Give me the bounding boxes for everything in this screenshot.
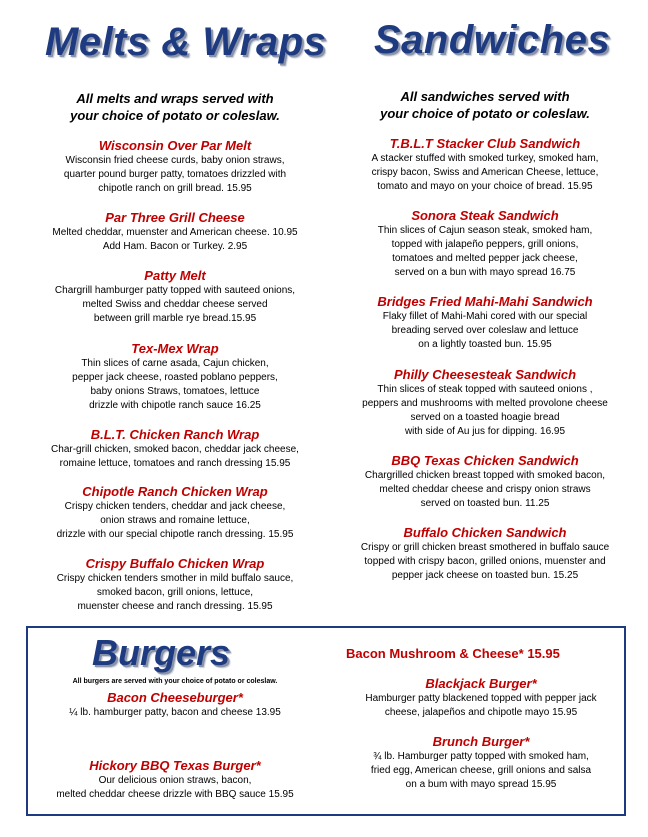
item-name: Sonora Steak Sandwich <box>411 208 559 223</box>
burgers-heading: Burgers <box>92 632 231 673</box>
item-description: Chargrill hamburger patty topped with sauteed onions, melted Swiss and cheddar cheese served between grill marble rye bread.15.95 <box>54 285 296 324</box>
menu-item <box>20 340 330 413</box>
sandwiches-intro: All sandwiches served with your choice of potato or coleslaw. <box>380 89 590 121</box>
item-description: Flaky fillet of Mahi-Mahi cored with our special breading served over coleslaw and lettuce on a lightly toasted bun. 15.95 <box>382 311 588 350</box>
item-name: BBQ Texas Chicken Sandwich <box>391 453 579 468</box>
item-description: Crispy chicken tenders, cheddar and jack cheese, onion straws and romaine lettuce, drizzle with our special chipotle ranch dressing. 15.95 <box>56 501 294 540</box>
item-name: Hickory BBQ Texas Burger* <box>89 758 261 773</box>
menu-item <box>20 137 330 196</box>
item-name: Blackjack Burger* <box>425 676 537 691</box>
item-name: Buffalo Chicken Sandwich <box>403 525 567 540</box>
menu-item <box>20 555 330 614</box>
item-name: Tex-Mex Wrap <box>131 341 219 356</box>
item-name: Patty Melt <box>144 268 206 283</box>
item-name: Chipotle Ranch Chicken Wrap <box>82 484 268 499</box>
item-description: Crispy chicken tenders smother in mild buffalo sauce, smoked bacon, grill onions, lettuce, muenster cheese and ranch dressing. 15.95 <box>56 573 294 612</box>
burgers-note: All burgers are served with your choice of potato or coleslaw. <box>72 678 278 685</box>
menu-item <box>330 366 640 439</box>
menu-item <box>30 689 320 720</box>
item-name: Philly Cheesesteak Sandwich <box>393 367 577 382</box>
melts-wraps-heading: Melts & Wraps <box>45 20 327 64</box>
menu-item <box>20 267 330 326</box>
sandwiches-heading: Sandwiches <box>374 18 611 62</box>
item-description: Hamburger patty blackened topped with pepper jack cheese, jalapeños and chipotle mayo 15.95 <box>365 693 597 718</box>
menu-item <box>20 209 330 254</box>
menu-item <box>336 675 626 720</box>
item-description: Melted cheddar, muenster and American cheese. 10.95 Add Ham. Bacon or Turkey. 2.95 <box>52 227 298 252</box>
menu-item <box>330 293 640 352</box>
item-description: Thin slices of steak topped with sauteed onions , peppers and mushrooms with melted provolone cheese served on a toasted hoagie bread with side of Au jus for dipping. 16.95 <box>362 384 608 437</box>
item-description: Char-grill chicken, smoked bacon, cheddar jack cheese, romaine lettuce, tomatoes and ranch dressing 15.95 <box>51 444 299 469</box>
item-description: Crispy or grill chicken breast smothered in buffalo sauce topped with crispy bacon, grilled onions, muenster and pepper jack cheese on toasted bun. 15.25 <box>360 542 610 581</box>
item-description: Wisconsin fried cheese curds, baby onion straws, quarter pound burger patty, tomatoes drizzled with chipotle ranch on grill bread. 15.95 <box>63 155 287 194</box>
melts-intro: All melts and wraps served with your choice of potato or coleslaw. <box>70 91 280 123</box>
item-name: Bacon Cheeseburger* <box>107 690 243 705</box>
menu-item <box>30 757 320 802</box>
item-name: Wisconsin Over Par Melt <box>98 138 252 153</box>
bacon-mushroom-cheese-item: Bacon Mushroom & Cheese* 15.95 <box>346 646 560 661</box>
item-name: Brunch Burger* <box>432 734 530 749</box>
menu-item <box>330 135 640 194</box>
menu-item <box>330 524 640 583</box>
item-description: A stacker stuffed with smoked turkey, smoked ham, crispy bacon, Swiss and American Cheese, lettuce, tomato and mayo on your choice of bread. 15.95 <box>371 153 599 192</box>
item-description: Chargrilled chicken breast topped with smoked bacon, melted cheddar cheese and crispy onion straws served on toasted bun. 11.25 <box>364 470 606 509</box>
menu-item <box>336 733 626 792</box>
item-name: B.L.T. Chicken Ranch Wrap <box>90 427 260 442</box>
item-description: Thin slices of carne asada, Cajun chicken, pepper jack cheese, roasted poblano peppers, baby onions Straws, tomatoes, lettuce drizzle with chipotle ranch sauce 16.25 <box>72 358 278 411</box>
item-description: ¼ lb. hamburger patty, bacon and cheese 13.95 <box>69 707 281 718</box>
item-name: Crispy Buffalo Chicken Wrap <box>85 556 265 571</box>
item-name: Par Three Grill Cheese <box>105 210 245 225</box>
item-description: ¾ lb. Hamburger patty topped with smoked ham, fried egg, American cheese, grill onions and salsa on a bum with mayo spread 15.95 <box>370 751 592 790</box>
menu-item <box>20 426 330 471</box>
menu-item <box>330 452 640 511</box>
item-name: Bridges Fried Mahi-Mahi Sandwich <box>377 294 593 309</box>
item-name: T.B.L.T Stacker Club Sandwich <box>389 136 581 151</box>
menu-item <box>330 207 640 280</box>
menu-item <box>20 483 330 542</box>
item-description: Thin slices of Cajun season steak, smoked ham, topped with jalapeño peppers, grill onions, tomatoes and melted pepper jack cheese, served on a bun with mayo spread 16.75 <box>377 225 593 278</box>
item-description: Our delicious onion straws, bacon, melted cheddar cheese drizzle with BBQ sauce 15.95 <box>56 775 294 800</box>
